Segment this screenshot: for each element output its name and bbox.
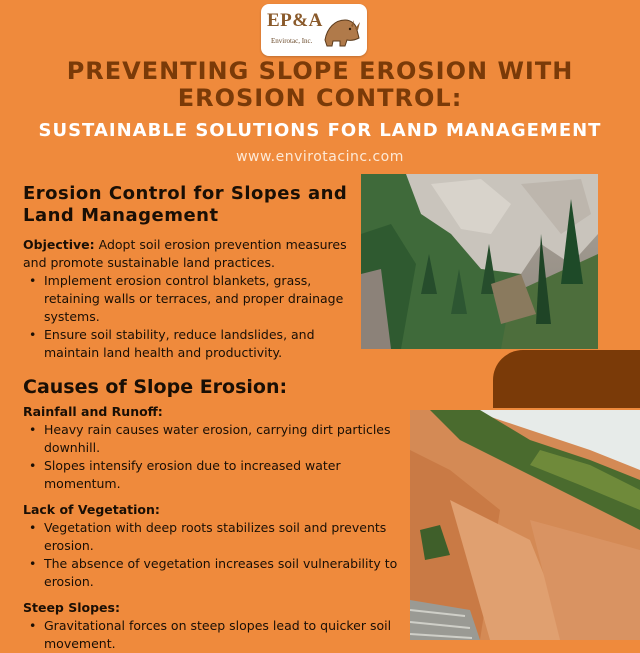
forest-cliff-photo bbox=[361, 174, 598, 349]
objective-paragraph bbox=[23, 236, 353, 272]
objective-text: Adopt soil erosion prevention measures and promote sustainable land practices. bbox=[23, 237, 347, 270]
title-line-2: EROSION CONTROL: bbox=[177, 84, 463, 112]
list-item: • Heavy rain causes water erosion, carrying dirt particles downhill. bbox=[23, 421, 398, 457]
page-subtitle: SUSTAINABLE SOLUTIONS FOR LAND MANAGEMENT bbox=[38, 120, 602, 141]
list-item: • Gravitational forces on steep slopes lead to quicker soil movement. bbox=[23, 617, 398, 653]
objective-label: Objective: bbox=[23, 237, 95, 252]
title-line-1: PREVENTING SLOPE EROSION WITH bbox=[66, 57, 574, 85]
list-item: • Vegetation with deep roots stabilizes soil and prevents erosion. bbox=[23, 519, 398, 555]
section-heading-erosion-control: Erosion Control for Slopes and Land Management bbox=[23, 183, 348, 226]
cause-label-vegetation: Lack of Vegetation: bbox=[23, 502, 160, 517]
list-item: • Ensure soil stability, reduce landslides, and maintain land health and productivity. bbox=[23, 326, 353, 362]
cause-bullets-steep-slopes bbox=[23, 617, 398, 653]
section1-body bbox=[23, 236, 353, 362]
cause-bullets-vegetation bbox=[23, 519, 398, 591]
logo-mark: EP&A bbox=[267, 10, 323, 31]
section-heading-causes: Causes of Slope Erosion: bbox=[23, 376, 288, 398]
list-item: • The absence of vegetation increases soil vulnerability to erosion. bbox=[23, 555, 398, 591]
section1-bullet-list bbox=[23, 272, 353, 362]
cause-label-steep-slopes: Steep Slopes: bbox=[23, 600, 120, 615]
page-title bbox=[0, 58, 640, 112]
list-item: • Slopes intensify erosion due to increased water momentum. bbox=[23, 457, 398, 493]
decorative-band bbox=[493, 350, 640, 408]
cause-bullets-rainfall bbox=[23, 421, 398, 493]
logo-tagline: Envirotac, Inc. bbox=[271, 37, 313, 45]
company-logo[interactable] bbox=[261, 4, 367, 56]
eroded-slope-photo bbox=[410, 410, 640, 640]
causes-list bbox=[23, 403, 398, 653]
website-link[interactable]: www.envirotacinc.com bbox=[236, 149, 404, 165]
rhino-icon bbox=[321, 10, 361, 50]
cause-label-rainfall: Rainfall and Runoff: bbox=[23, 404, 163, 419]
list-item: • Implement erosion control blankets, grass, retaining walls or terraces, and proper drainage systems. bbox=[23, 272, 353, 326]
